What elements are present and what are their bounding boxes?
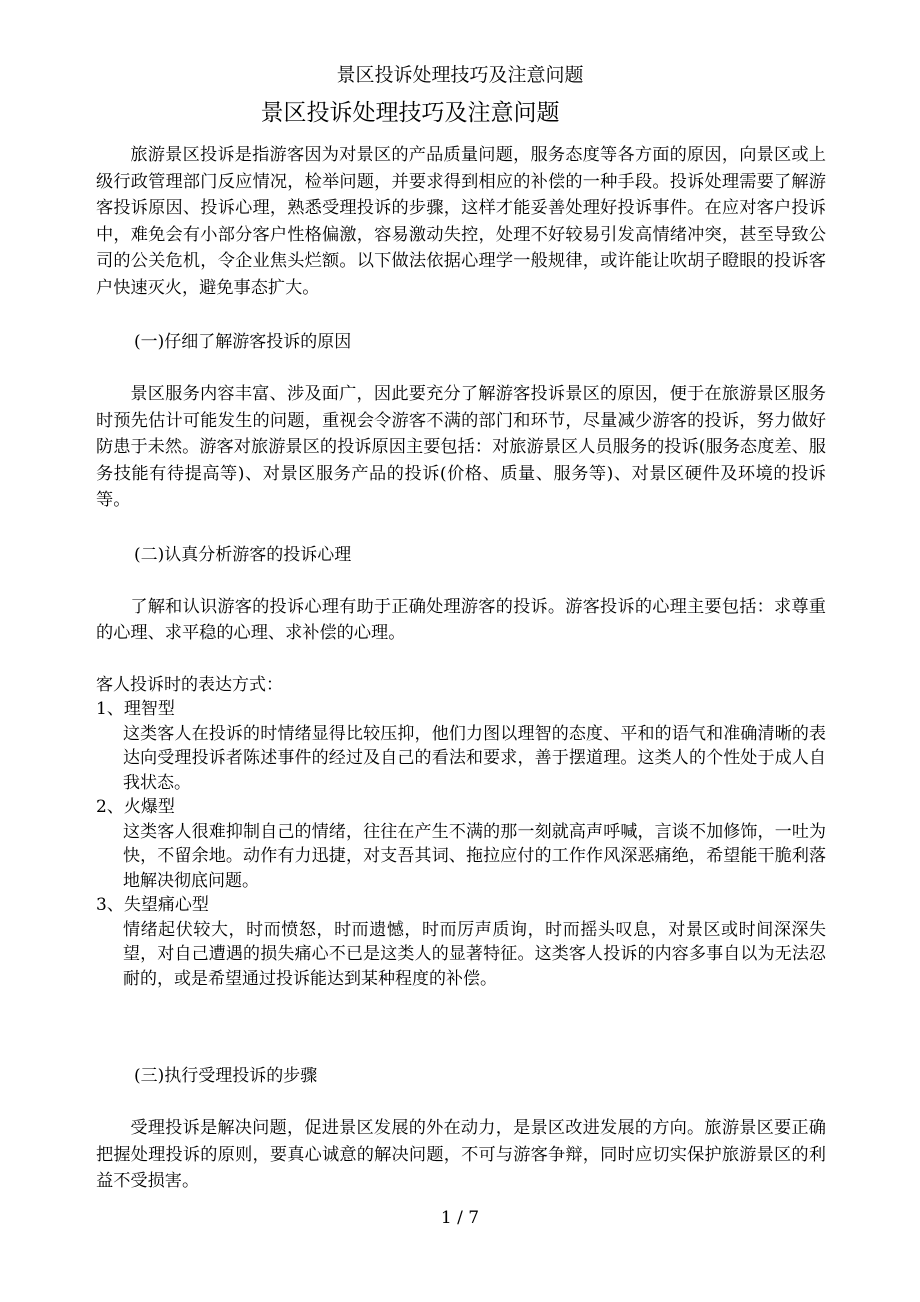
document-title: 景区投诉处理技巧及注意问题 — [260, 100, 560, 126]
section-body-2: 了解和认识游客的投诉心理有助于正确处理游客的投诉。游客投诉的心理主要包括：求尊重的心理、求平稳的心理、求补偿的心理。 — [96, 596, 826, 643]
list-item-desc: 这类客人很难抑制自己的情绪，往往在产生不满的那一刻就高声呼喊，言谈不加修饰，一吐为快，不留余地。动作有力迅捷，对支吾其词、拖拉应付的工作作风深恶痛绝，希望能干脆利落地解决彻底问题。 — [123, 821, 826, 891]
document-body — [96, 142, 826, 1195]
list-item — [96, 893, 826, 991]
expression-list — [96, 697, 826, 991]
list-item — [96, 795, 826, 893]
section-heading-3: (三)执行受理投诉的步骤 — [134, 1066, 318, 1086]
list-item-desc: 这类客人在投诉的时情绪显得比较压抑，他们力图以理智的态度、平和的语气和准确清晰的表达向受理投诉者陈述事件的经过及自己的看法和要求，善于摆道理。这类人的个性处于成人自我状态。 — [123, 723, 826, 793]
running-header: 景区投诉处理技巧及注意问题 — [336, 64, 584, 86]
section-heading-2: (二)认真分析游客的投诉心理 — [134, 544, 352, 565]
section-body-3: 受理投诉是解决问题，促进景区发展的外在动力，是景区改进发展的方向。旅游景区要正确把握处理投诉的原则，要真心诚意的解决问题，不可与游客争辩，同时应切实保护旅游景区的利益不受损害。 — [96, 1118, 826, 1191]
list-item — [96, 697, 826, 795]
section-body-1: 景区服务内容丰富、涉及面广，因此要充分了解游客投诉景区的原因，便于在旅游景区服务时预先估计可能发生的问题，重视会令游客不满的部门和环节，尽量减少游客的投诉，努力做好防患于未然。游客对旅游景区的投诉原因主要包括：对旅游景区人员服务的投诉(服务态度差、服务技能有待提高等)、对景区服务产品的投诉(价格、质量、服务等)、对景区硬件及环境的投诉等。 — [96, 384, 826, 510]
list-item-title: 3、失望痛心型 — [96, 895, 209, 915]
list-item-title: 1、理智型 — [96, 699, 175, 719]
list-item-desc: 情绪起伏较大，时而愤怒，时而遗憾，时而厉声质询，时而摇头叹息，对景区或时间深深失望，对自己遭遇的损失痛心不已是这类人的显著特征。这类客人投诉的内容多事自以为无法忍耐的，或是希望通过投诉能达到某种程度的补偿。 — [123, 919, 826, 989]
list-item-title: 2、火爆型 — [96, 797, 175, 817]
section-heading-1: (一)仔细了解游客投诉的原因 — [134, 332, 352, 352]
expression-intro: 客人投诉时的表达方式： — [96, 674, 283, 695]
page-number: 1 / 7 — [440, 1208, 480, 1228]
intro-paragraph: 旅游景区投诉是指游客因为对景区的产品质量问题，服务态度等各方面的原因，向景区或上级行政管理部门反应情况，检举问题，并要求得到相应的补偿的一种手段。投诉处理需要了解游客投诉原因、投诉心理，熟悉受理投诉的步骤，这样才能妥善处理好投诉事件。在应对客户投诉中，难免会有小部分客户性格偏激，容易激动失控，处理不好较易引发高情绪冲突，甚至导致公司的公关危机，令企业焦头烂额。以下做法依据心理学一般规律，或许能让吹胡子瞪眼的投诉客户快速灭火，避免事态扩大。 — [96, 145, 826, 298]
